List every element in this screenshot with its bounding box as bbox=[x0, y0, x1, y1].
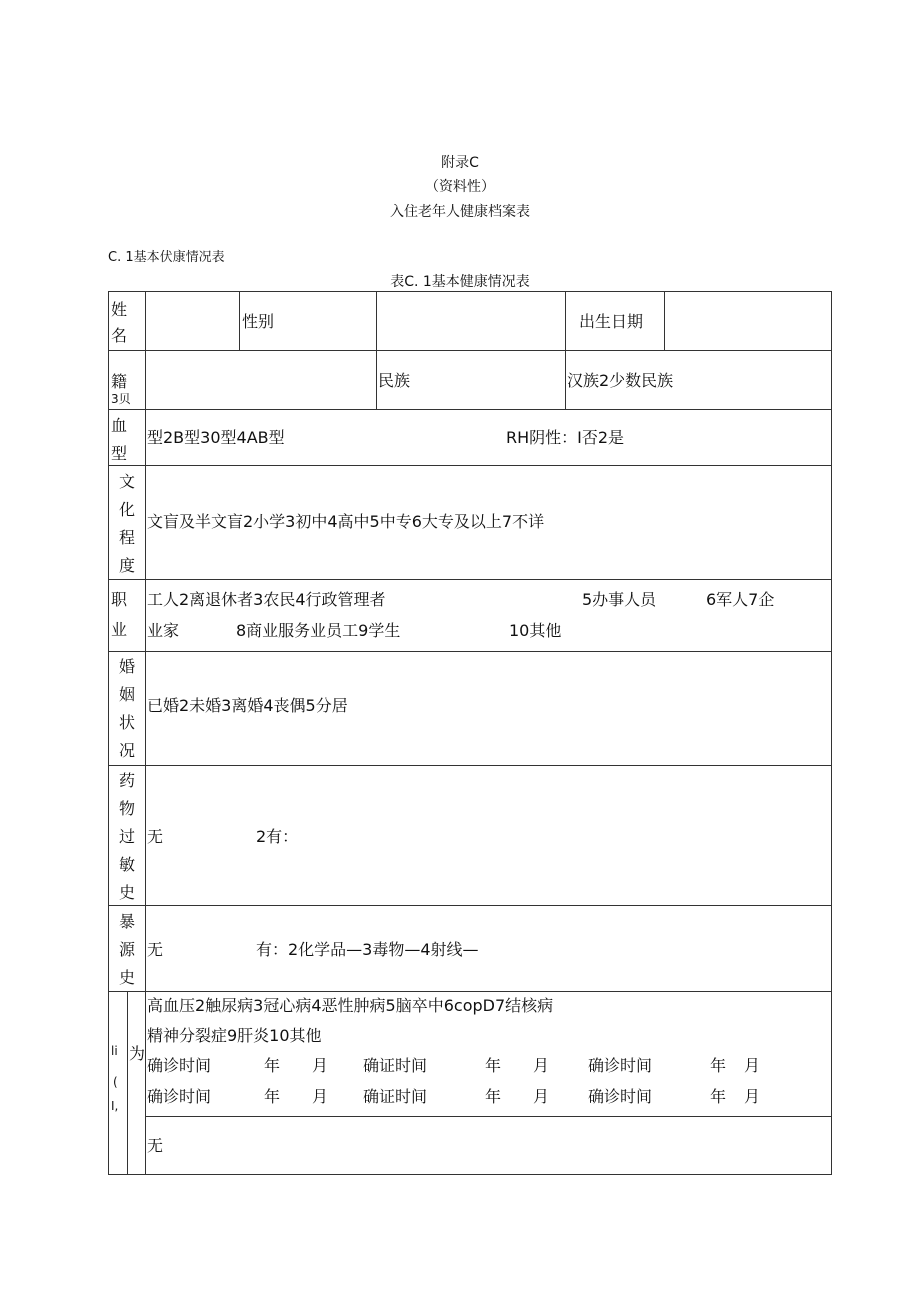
ethnic-options: 汉族2少数民族 bbox=[567, 371, 674, 390]
occupation-label-1: 职 bbox=[111, 590, 128, 609]
row-divider bbox=[109, 905, 831, 906]
exposure-none: 无 bbox=[147, 940, 164, 959]
occupation-label-2: 业 bbox=[111, 620, 128, 639]
history-mark-2: ( bbox=[113, 1075, 118, 1089]
education-options: 文盲及半文盲2小学3初中4高中5中专6大专及以上7不详 bbox=[147, 512, 545, 531]
health-table bbox=[108, 291, 832, 1175]
row-divider bbox=[145, 1116, 831, 1117]
diagnosis-time-2b: 确证时间 bbox=[363, 1087, 428, 1106]
allergy-label: 药 物 过 敏 史 bbox=[118, 771, 135, 902]
rh-options: RH阴性：I否2是 bbox=[506, 428, 625, 447]
allergy-none: 无 bbox=[147, 827, 164, 846]
year-label: 年 bbox=[710, 1087, 727, 1106]
year-label: 年 bbox=[485, 1087, 502, 1106]
label-column-divider bbox=[145, 292, 146, 1174]
occupation-options-1a: 工人2离退休者3农民4行政管理者 bbox=[147, 590, 386, 609]
row-divider bbox=[109, 991, 831, 992]
month-label: 月 bbox=[533, 1087, 550, 1106]
year-label: 年 bbox=[264, 1087, 281, 1106]
month-label: 月 bbox=[312, 1056, 329, 1075]
diagnosis-time-2: 确证时间 bbox=[363, 1056, 428, 1075]
exposure-label: 暴 源 史 bbox=[118, 912, 135, 987]
nature-label: （资料性） bbox=[425, 179, 495, 195]
disease-options-1: 高血压2触尿病3冠心病4恶性肿病5脑卒中6copD7结核病 bbox=[147, 996, 554, 1015]
origin-label-2: 3贝 bbox=[111, 392, 131, 406]
year-label: 年 bbox=[710, 1056, 727, 1075]
appendix-label: 附录C bbox=[441, 155, 479, 171]
history-divider bbox=[127, 991, 128, 1174]
history-none: 无 bbox=[147, 1136, 164, 1155]
allergy-yes: 2有： bbox=[256, 827, 299, 846]
gender-label: 性别 bbox=[242, 312, 275, 331]
col-divider bbox=[565, 292, 566, 409]
diagnosis-time-3: 确诊时间 bbox=[588, 1056, 653, 1075]
history-mark-3: I, bbox=[111, 1099, 119, 1113]
origin-label-1: 籍 bbox=[111, 372, 128, 391]
month-label: 月 bbox=[312, 1087, 329, 1106]
education-label: 文 化 程 度 bbox=[118, 472, 135, 575]
occupation-options-2b: 8商业服务业员工9学生 bbox=[236, 621, 401, 640]
history-sub-label: 为 bbox=[129, 1044, 146, 1063]
exposure-yes: 有：2化学品—3毒物—4射线— bbox=[256, 940, 479, 959]
year-label: 年 bbox=[264, 1056, 281, 1075]
month-label: 月 bbox=[744, 1087, 761, 1106]
dob-label: 出生日期 bbox=[579, 312, 644, 331]
row-divider bbox=[109, 651, 831, 652]
row-divider bbox=[109, 465, 831, 466]
name-label-1: 姓 bbox=[111, 300, 128, 319]
col-divider bbox=[239, 292, 240, 350]
form-title: 入住老年人健康档案表 bbox=[390, 204, 530, 220]
row-divider bbox=[109, 409, 831, 410]
blood-label-1: 血 bbox=[111, 416, 128, 435]
blood-label-2: 型 bbox=[111, 444, 128, 463]
year-label: 年 bbox=[485, 1056, 502, 1075]
name-label-2: 名 bbox=[111, 326, 128, 345]
row-divider bbox=[109, 579, 831, 580]
month-label: 月 bbox=[533, 1056, 550, 1075]
row-divider bbox=[109, 765, 831, 766]
occupation-options-2c: 10其他 bbox=[509, 621, 562, 640]
marriage-options: 已婚2未婚3离婚4丧偶5分居 bbox=[147, 696, 348, 715]
col-divider bbox=[376, 292, 377, 409]
occupation-options-2a: 业家 bbox=[147, 621, 180, 640]
diagnosis-time-1: 确诊时间 bbox=[147, 1056, 212, 1075]
month-label: 月 bbox=[744, 1056, 761, 1075]
occupation-options-1b: 5办事人员 bbox=[582, 590, 657, 609]
section-heading: C. 1基本伏康情况表 bbox=[108, 250, 225, 265]
marriage-label: 婚 姻 状 况 bbox=[118, 657, 135, 760]
col-divider bbox=[664, 292, 665, 350]
blood-type-options: 型2B型30型4AB型 bbox=[147, 428, 285, 447]
disease-options-2: 精神分裂症9肝炎10其他 bbox=[147, 1026, 322, 1045]
occupation-options-1c: 6军人7企 bbox=[706, 590, 775, 609]
table-caption: 表C. 1基本健康情况表 bbox=[390, 274, 530, 290]
diagnosis-time-1b: 确诊时间 bbox=[147, 1087, 212, 1106]
history-mark-1: li bbox=[111, 1044, 118, 1058]
diagnosis-time-3b: 确诊时间 bbox=[588, 1087, 653, 1106]
ethnic-label: 民族 bbox=[378, 371, 411, 390]
row-divider bbox=[109, 350, 831, 351]
